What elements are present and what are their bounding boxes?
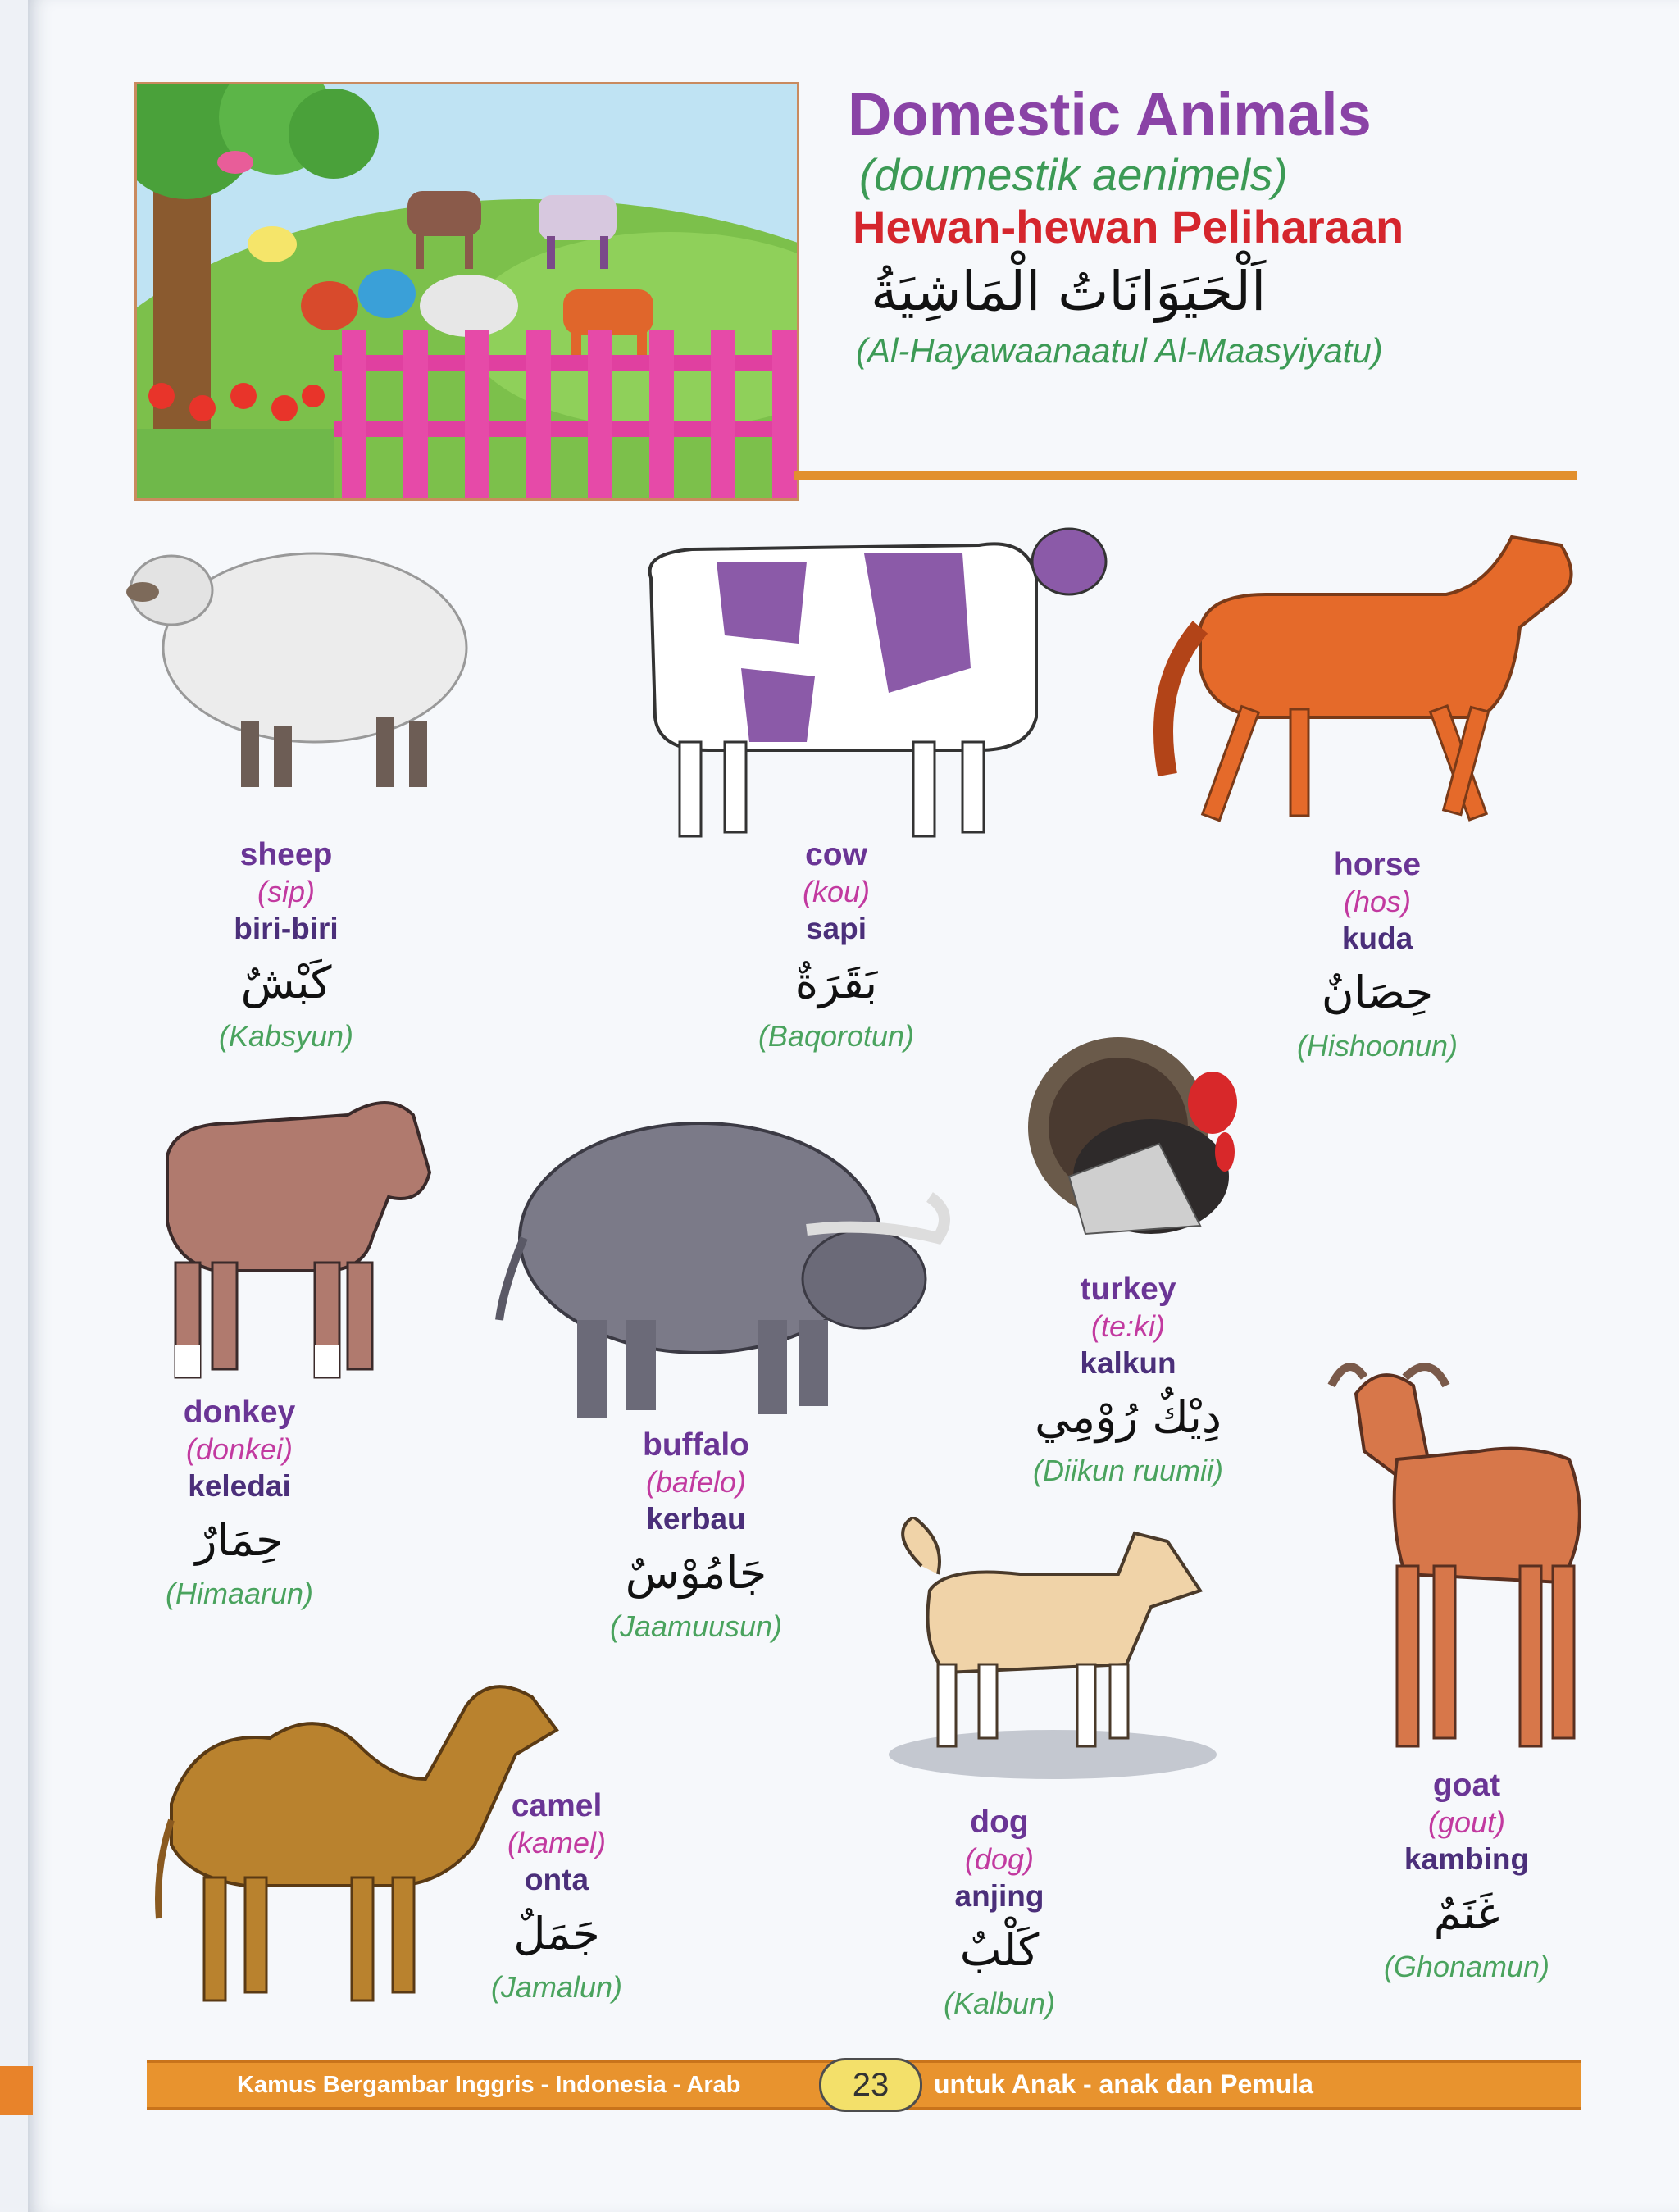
camel-label [425, 1787, 688, 2005]
buffalo-pronunciation: (bafelo) [645, 1465, 747, 1499]
camel-indonesian: onta [524, 1863, 589, 1896]
camel-english: camel [511, 1788, 603, 1823]
donkey-transliteration: (Himaarun) [165, 1577, 314, 1610]
farm-scene-illustration [134, 82, 799, 501]
sheep-arabic: كَبْشٌ [240, 957, 332, 1008]
goat-label [1335, 1767, 1598, 1985]
buffalo-transliteration: (Jaamuusun) [609, 1609, 783, 1643]
sheep-pronunciation: (sip) [257, 875, 315, 908]
goat-icon [1315, 1361, 1594, 1774]
donkey-pronunciation: (donkei) [185, 1432, 293, 1466]
camel-transliteration: (Jamalun) [490, 1970, 623, 2004]
turkey-icon [1020, 1037, 1258, 1254]
horse-transliteration: (Hishoonun) [1296, 1029, 1458, 1063]
donkey-arabic: حِمَارٌ [195, 1514, 284, 1566]
sheep-english: sheep [239, 837, 333, 872]
turkey-arabic: دِيْكٌ رُوْمِي [1035, 1391, 1222, 1443]
footer-subtitle: untuk Anak - anak dan Pemula [934, 2069, 1313, 2099]
donkey-indonesian: keledai [188, 1469, 291, 1503]
page-title-transliteration: (Al-Hayawaanaatul Al-Maasyiyatu) [856, 331, 1383, 370]
title-divider [794, 471, 1577, 480]
turkey-indonesian: kalkun [1080, 1346, 1176, 1380]
sheep-transliteration: (Kabsyun) [218, 1019, 354, 1053]
footer-book-title: Kamus Bergambar Inggris - Indonesia - Arab [237, 2072, 741, 2098]
page-footer [147, 2060, 1581, 2110]
turkey-transliteration: (Diikun ruumii) [1032, 1454, 1224, 1487]
donkey-icon [143, 1074, 454, 1397]
goat-transliteration: (Ghonamun) [1383, 1950, 1550, 1983]
buffalo-english: buffalo [643, 1427, 749, 1463]
goat-pronunciation: (gout) [1427, 1805, 1506, 1839]
horse-pronunciation: (hos) [1343, 885, 1412, 918]
donkey-english: donkey [183, 1395, 296, 1430]
camel-arabic: جَمَلٌ [513, 1908, 600, 1959]
turkey-english: turkey [1080, 1272, 1176, 1307]
donkey-label [108, 1394, 371, 1612]
horse-icon [1135, 504, 1594, 852]
dog-transliteration: (Kalbun) [943, 1987, 1056, 2020]
cow-label [705, 836, 967, 1054]
buffalo-icon [495, 1107, 962, 1430]
dog-pronunciation: (dog) [964, 1842, 1035, 1876]
dog-icon [856, 1517, 1233, 1791]
page-title-pronunciation: (doumestik aenimels) [859, 149, 1288, 200]
turkey-pronunciation: (te:ki) [1091, 1309, 1165, 1343]
dog-english: dog [970, 1805, 1029, 1840]
title-block [848, 80, 1618, 372]
horse-label [1246, 846, 1508, 1064]
horse-english: horse [1333, 847, 1422, 882]
page-title: Domestic Animals [848, 80, 1372, 148]
sheep-label [155, 836, 417, 1054]
horse-indonesian: kuda [1341, 922, 1413, 955]
page-edge-marker [0, 2066, 33, 2115]
cow-icon [618, 504, 1110, 852]
turkey-label [997, 1271, 1259, 1489]
camel-pronunciation: (kamel) [507, 1826, 606, 1859]
book-page [28, 0, 1679, 2212]
buffalo-label [565, 1427, 827, 1645]
page-number: 23 [819, 2058, 922, 2112]
cow-arabic: بَقَرَةٌ [794, 957, 878, 1008]
buffalo-arabic: جَامُوْسٌ [625, 1547, 767, 1599]
page-title-indonesian: Hewan-hewan Peliharaan [853, 201, 1404, 253]
cow-pronunciation: (kou) [802, 875, 871, 908]
sheep-icon [106, 525, 483, 807]
cow-indonesian: sapi [805, 912, 867, 945]
horse-arabic: حِصَانٌ [1321, 967, 1434, 1018]
cow-transliteration: (Baqorotun) [758, 1019, 915, 1053]
page-title-arabic: اَلْحَيَوَانَاتُ الْمَاشِيَةُ [871, 260, 1267, 323]
buffalo-indonesian: kerbau [646, 1502, 746, 1536]
goat-arabic: غَنَمٌ [1433, 1887, 1500, 1939]
sheep-indonesian: biri-biri [234, 912, 339, 945]
dog-label [868, 1804, 1131, 2022]
goat-english: goat [1432, 1768, 1501, 1803]
cow-english: cow [805, 837, 867, 872]
dog-indonesian: anjing [954, 1879, 1044, 1913]
dog-arabic: كَلْبٌ [959, 1924, 1040, 1976]
goat-indonesian: kambing [1404, 1842, 1530, 1876]
